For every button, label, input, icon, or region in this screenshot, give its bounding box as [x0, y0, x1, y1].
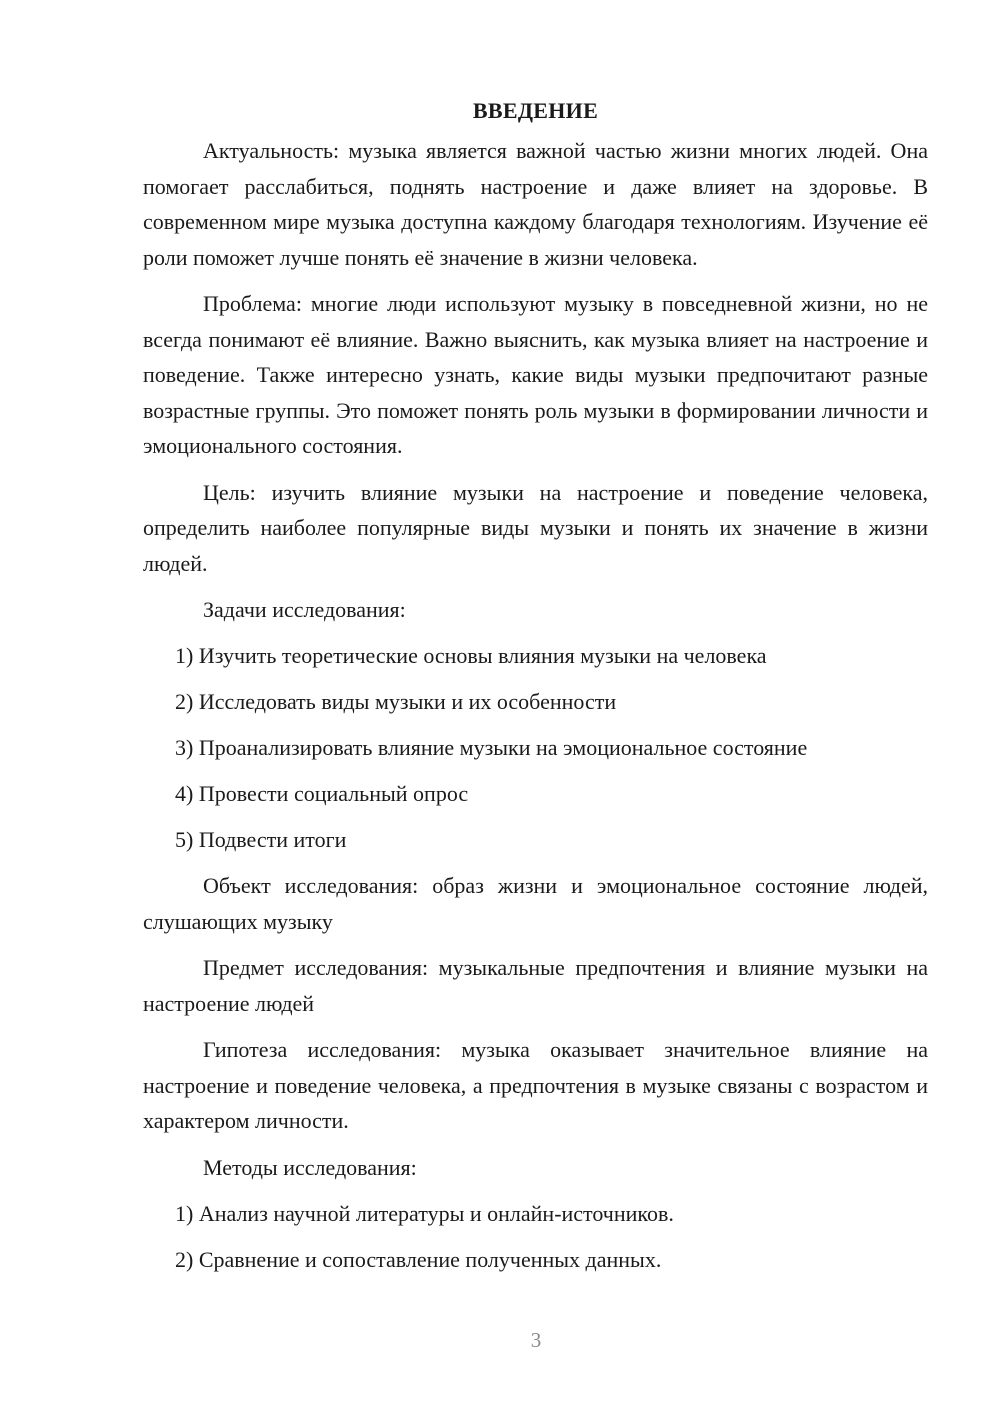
method-item: 2) Сравнение и сопоставление полученных данных.	[175, 1246, 662, 1272]
method-item: 1) Анализ научной литературы и онлайн-источников.	[175, 1200, 674, 1226]
relevance-paragraph: Актуальность: музыка является важной частью жизни многих людей. Она помогает расслабиться, поднять настроение и даже влияет на здоровье. В современном мире музыка доступна каждому благодаря технологиям. Изучение её роли поможет лучше понять её значение в жизни человека.	[143, 138, 928, 270]
task-item: 3) Проанализировать влияние музыки на эмоциональное состояние	[175, 735, 808, 760]
task-item: 4) Провести социальный опрос	[175, 781, 469, 806]
tasks-list	[143, 638, 928, 868]
subject-paragraph: Предмет исследования: музыкальные предпочтения и влияние музыки на настроение людей	[143, 955, 928, 1016]
methods-heading: Методы исследования:	[203, 1154, 417, 1180]
object-paragraph: Объект исследования: образ жизни и эмоциональное состояние людей, слушающих музыку	[143, 873, 928, 934]
task-item: 1) Изучить теоретические основы влияния музыки на человека	[175, 643, 767, 668]
page-content	[143, 93, 928, 1288]
task-item: 5) Подвести итоги	[175, 827, 347, 852]
problem-paragraph: Проблема: многие люди используют музыку в повседневной жизни, но не всегда понимают её влияние. Важно выяснить, как музыка влияет на настроение и поведение. Также интересно узнать, какие виды музыки предпочитают разные возрастные группы. Это поможет понять роль музыки в формировании личности и эмоционального состояния.	[143, 291, 928, 458]
goal-paragraph: Цель: изучить влияние музыки на настроение и поведение человека, определить наиболее популярные виды музыки и понять их значение в жизни людей.	[143, 479, 928, 576]
hypothesis-paragraph: Гипотеза исследования: музыка оказывает значительное влияние на настроение и поведение человека, а предпочтения в музыке связаны с возрастом и характером личности.	[143, 1037, 928, 1133]
task-item: 2) Исследовать виды музыки и их особенности	[175, 689, 617, 714]
tasks-heading: Задачи исследования:	[203, 597, 406, 622]
page-number: 3	[530, 1328, 542, 1352]
methods-list	[143, 1196, 928, 1288]
page-title: ВВЕДЕНИЕ	[472, 98, 599, 123]
